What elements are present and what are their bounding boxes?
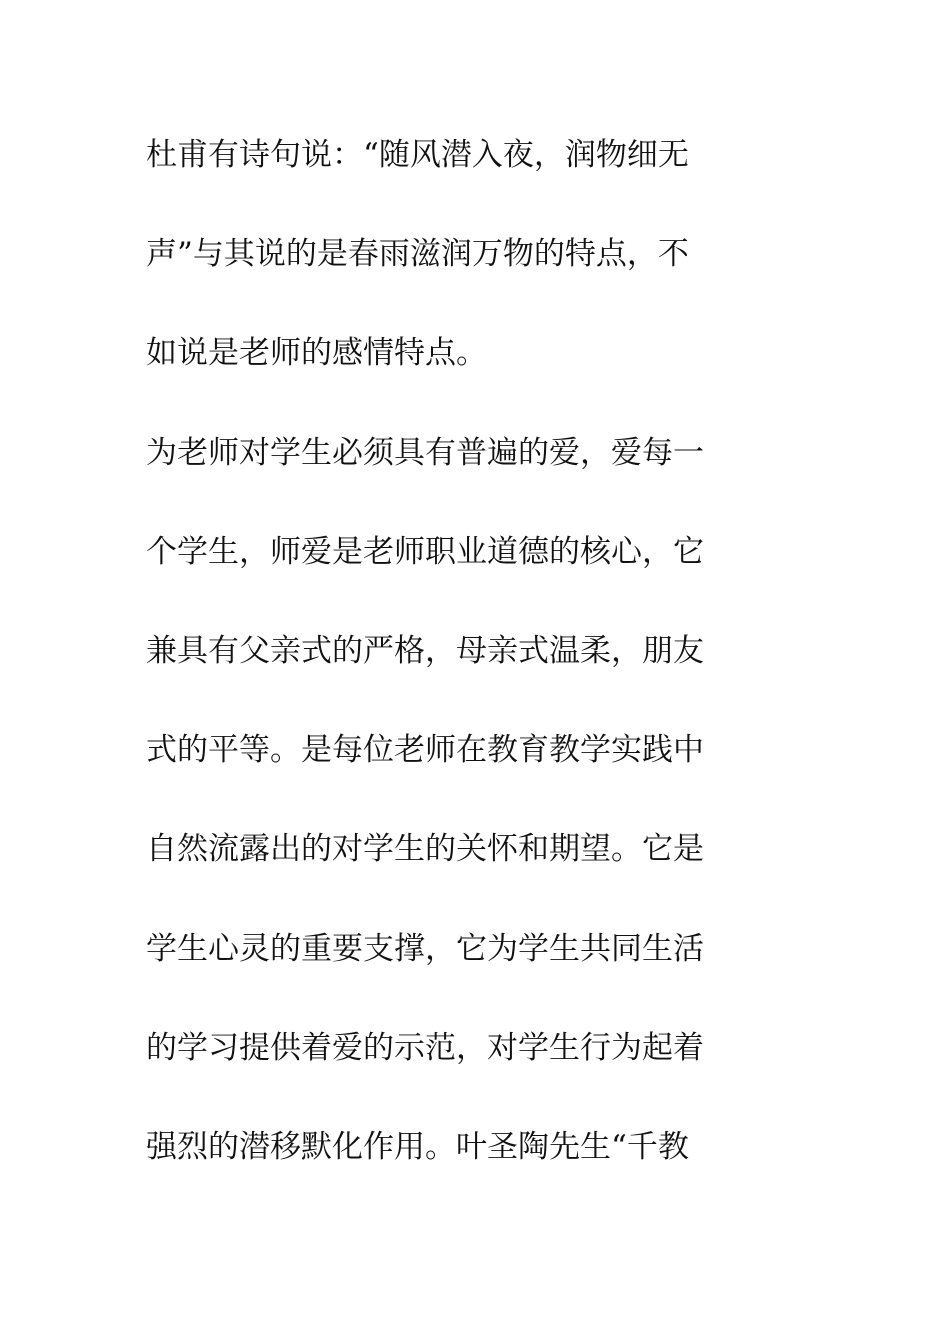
text-line: 的学习提供着爱的示范，对学生行为起着 — [146, 1029, 704, 1066]
text-line: 杜甫有诗句说：“随风潜入夜，润物细无 — [146, 137, 689, 173]
text-line: 兼具有父亲式的严格，母亲式温柔，朋友 — [146, 632, 704, 669]
text-line: 个学生，师爱是老师职业道德的核心，它 — [146, 533, 704, 570]
text-line: 自然流露出的对学生的关怀和期望。它是 — [146, 831, 704, 868]
text-line: 式的平等。是每位老师在教育教学实践中 — [146, 732, 704, 769]
body-text — [146, 125, 786, 1216]
text-line: 声”与其说的是春雨滋润万物的特点，不 — [146, 236, 689, 273]
text-line: 学生心灵的重要支撑，它为学生共同生活 — [146, 930, 704, 967]
text-line: 为老师对学生必须具有普遍的爱，爱每一 — [146, 434, 704, 471]
text-line: 如说是老师的感情特点。 — [146, 335, 487, 372]
text-line: 强烈的潜移默化作用。叶圣陶先生“千教 — [146, 1128, 689, 1165]
